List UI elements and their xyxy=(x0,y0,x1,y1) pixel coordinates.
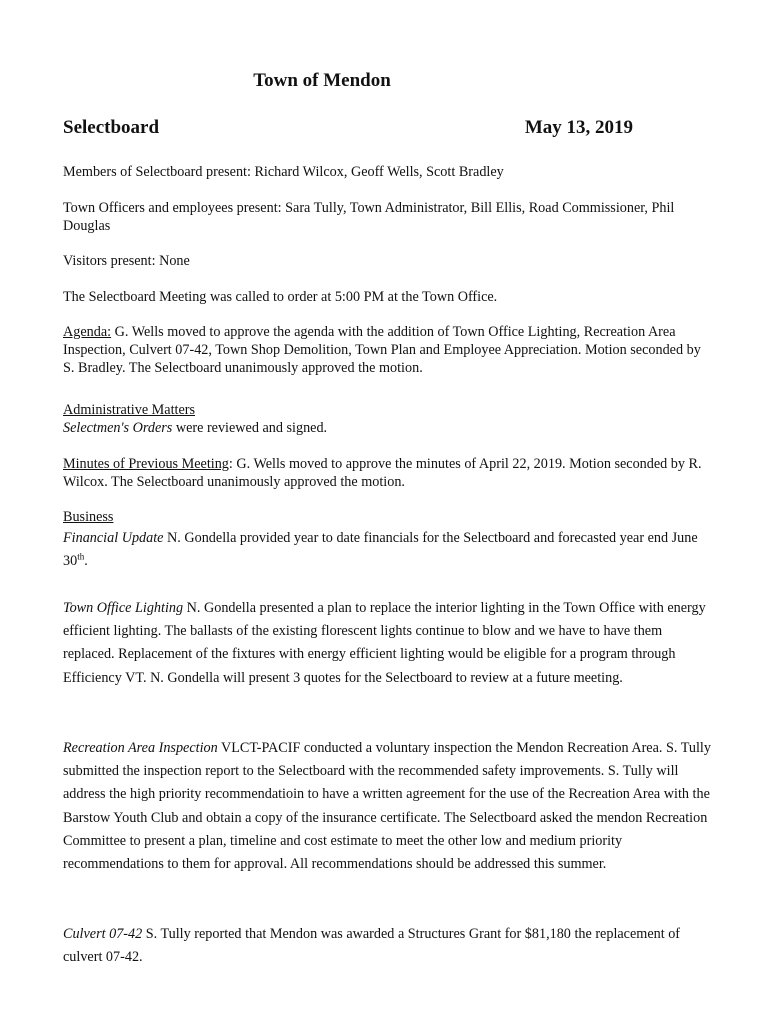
business-heading xyxy=(63,508,713,526)
financial-update-label: Financial Update xyxy=(63,530,164,546)
minutes-label: Minutes of Previous Meeting xyxy=(63,456,229,472)
culvert-paragraph xyxy=(63,923,713,969)
members-present: Members of Selectboard present: Richard Wilcox, Geoff Wells, Scott Bradley xyxy=(63,164,504,180)
administrative-heading: Administrative Matters xyxy=(63,402,195,418)
selectmens-orders-label: Selectmen's Orders xyxy=(63,420,173,436)
minutes-paragraph xyxy=(63,455,713,491)
meeting-date: May 13, 2019 xyxy=(524,117,633,138)
agenda-label: Agenda: xyxy=(63,324,112,340)
officers-present: Town Officers and employees present: Sara Tully, Town Administrator, Bill Ellis, Road Commissioner, Phil Douglas xyxy=(63,200,675,234)
town-office-lighting-text: N. Gondella presented a plan to replace the interior lighting in the Town Office with energy efficient lighting. The ballasts of the existing florescent lights continue to blow and we have to have them replaced. Replacement of the fixtures with energy efficient lighting would be eligible for a program through Efficiency VT. N. Gondella will present 3 quotes for the Selectboard to review at a future meeting. xyxy=(63,600,706,686)
board-name: Selectboard xyxy=(63,117,160,138)
recreation-area-paragraph xyxy=(63,737,713,876)
visitors-present: Visitors present: None xyxy=(63,253,190,269)
town-office-lighting-paragraph xyxy=(63,597,713,690)
header-row xyxy=(63,117,633,139)
financial-update-paragraph xyxy=(63,527,713,573)
agenda-paragraph xyxy=(63,323,713,377)
recreation-area-text: VLCT-PACIF conducted a voluntary inspection the Mendon Recreation Area. S. Tully submitted the inspection report to the Selectboard with the recommended safety improvements. S. Tully will address the high priority recommendatioin to have a written agreement for the use of the Recreation Area with the Barstow Youth Club and obtain a copy of the insurance certificate. The Selectboard asked the mendon Recreation Committee to present a plan, timeline and cost estimate to meet the other low and medium priority recommendations to them for approval. All recommendations should be addressed this summer. xyxy=(63,740,711,873)
minutes-text: : G. Wells moved to approve the minutes of April 22, 2019. Motion seconded by R. Wilcox. The Selectboard unanimously approved the motion. xyxy=(63,456,702,490)
page-title: Town of Mendon xyxy=(253,70,391,91)
agenda-text: G. Wells moved to approve the agenda with the addition of Town Office Lighting, Recreation Area Inspection, Culvert 07-42, Town Shop Demolition, Town Plan and Employee Appreciation. Motion seconded by S. Bradley. The Selectboard unanimously approved the motion. xyxy=(63,324,701,376)
financial-update-text: N. Gondella provided year to date financials for the Selectboard and forecasted year end June 30 xyxy=(63,530,698,570)
town-office-lighting-label: Town Office Lighting xyxy=(63,600,184,616)
culvert-text: S. Tully reported that Mendon was awarded a Structures Grant for $81,180 the replacement of culvert 07-42. xyxy=(63,926,681,966)
call-to-order: The Selectboard Meeting was called to order at 5:00 PM at the Town Office. xyxy=(63,289,498,305)
financial-update-sup: th xyxy=(77,551,85,562)
administrative-section xyxy=(63,401,713,437)
culvert-label: Culvert 07-42 xyxy=(63,926,143,942)
financial-update-end: . xyxy=(84,553,88,570)
recreation-area-label: Recreation Area Inspection xyxy=(63,740,218,756)
business-heading-text: Business xyxy=(63,509,114,525)
selectmens-orders-text: were reviewed and signed. xyxy=(172,420,328,436)
